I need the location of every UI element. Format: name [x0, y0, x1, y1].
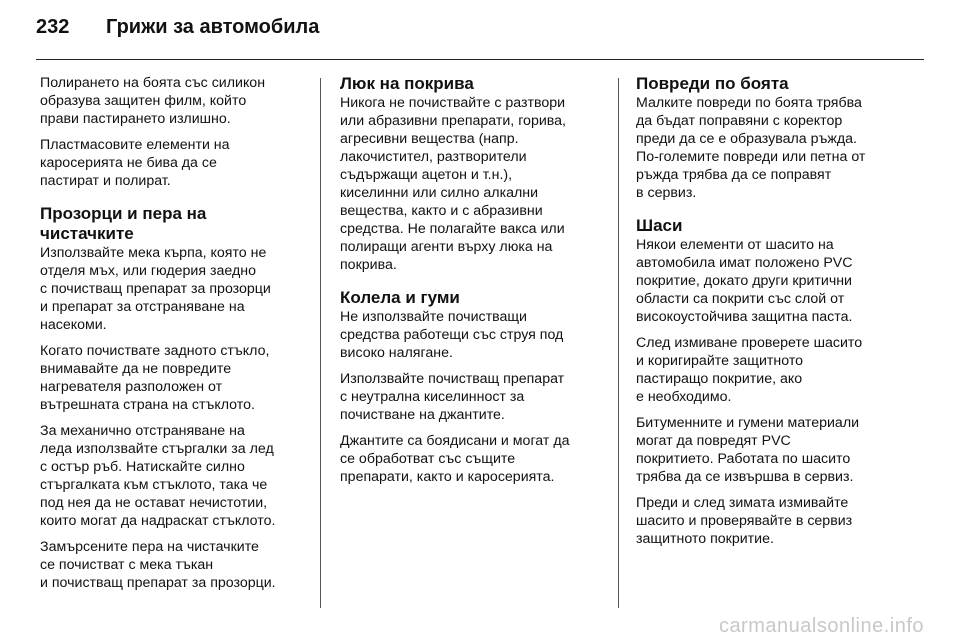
- section-wheels-tires: [340, 288, 608, 486]
- section-underbody: [636, 216, 904, 548]
- section-heading-wheels-tires: Колела и гуми: [340, 288, 460, 307]
- column-1: [40, 74, 308, 602]
- section-paragraph: Никога не почиствайте с разтвори или абразивни препарати, горива, агресивни вещества (напр. лакочистител, разтворители съдържащи ацетон и т.н.), киселинни или силно алкални вещества, както и с абразивни средства. Не полагайте вакса или полиращи агенти върху люка на покрива.: [340, 95, 566, 273]
- section-heading-paint-damage: Повреди по боята: [636, 74, 789, 93]
- intro-paragraph-2: Пластмасовите елементи на каросерията не бива да се пастират и полират.: [40, 137, 230, 189]
- section-paragraph: Малките повреди по боята трябва да бъдат поправяни с коректор преди да се е образувала ръжда. По-големите повреди или петна от ръжда трябва да се поправят в сервиз.: [636, 95, 866, 201]
- section-paragraph: Някои елементи от шасито на автомобила имат положено PVC покритие, докато други критични области са покрити със слой от високоустойчива защитна паста.: [636, 237, 853, 325]
- section-heading-underbody: Шаси: [636, 216, 683, 235]
- section-paragraph: След измиване проверете шасито и коригирайте защитното пастиращо покритие, ако е необходимо.: [636, 335, 863, 405]
- column-divider-2: [618, 78, 619, 608]
- section-paragraph: Джантите са боядисани и могат да се обработват със същите препарати, както и каросерията.: [340, 433, 570, 485]
- page-header: [36, 16, 319, 39]
- page-number: 232: [36, 16, 70, 38]
- section-paragraph: Използвайте мека кърпа, която не отделя мъх, или гюдерия заедно с почистващ препарат за прозорци и препарат за отстраняване на насекоми.: [40, 245, 271, 333]
- column-divider-1: [320, 78, 321, 608]
- column-3: [636, 74, 904, 558]
- intro-paragraph-1: Полирането на боята със силикон образува защитен филм, който прави пастирането излишно.: [40, 75, 266, 127]
- section-heading-sunroof: Люк на покрива: [340, 74, 474, 93]
- column-2: [340, 74, 608, 496]
- section-heading-windows-wipers: Прозорци и пера на чистачките: [40, 204, 207, 243]
- section-sunroof: [340, 74, 608, 274]
- section-paragraph: Не използвайте почистващи средства работещи със струя под високо налягане.: [340, 309, 564, 361]
- section-paragraph: Битуменните и гумени материали могат да повредят PVC покритието. Работата по шасито трябва да се извършва в сервиз.: [636, 415, 860, 485]
- section-paint-damage: [636, 74, 904, 202]
- section-paragraph: За механично отстраняване на леда използвайте стъргалки за лед с остър ръб. Натискайте силно стъргалката към стъклото, така че под нея да не остават нечистотии, които могат да надраскат стъклото.: [40, 423, 276, 529]
- section-paragraph: Използвайте почистващ препарат с неутрална киселинност за почистване на джантите.: [340, 371, 565, 423]
- section-paragraph: Замърсените пера на чистачките се почистват с мека тъкан и почистващ препарат за прозорци.: [40, 539, 276, 591]
- section-windows-wipers: [40, 204, 308, 592]
- page-title: Грижи за автомобила: [106, 16, 320, 38]
- section-paragraph: Преди и след зимата измивайте шасито и проверявайте в сервиз защитното покритие.: [636, 495, 853, 547]
- header-divider: [36, 59, 924, 60]
- section-paragraph: Когато почиствате задното стъкло, внимавайте да не повредите нагревателя разположен от вътрешната страна на стъклото.: [40, 343, 270, 413]
- watermark-text: carmanualsonline.info: [718, 615, 924, 637]
